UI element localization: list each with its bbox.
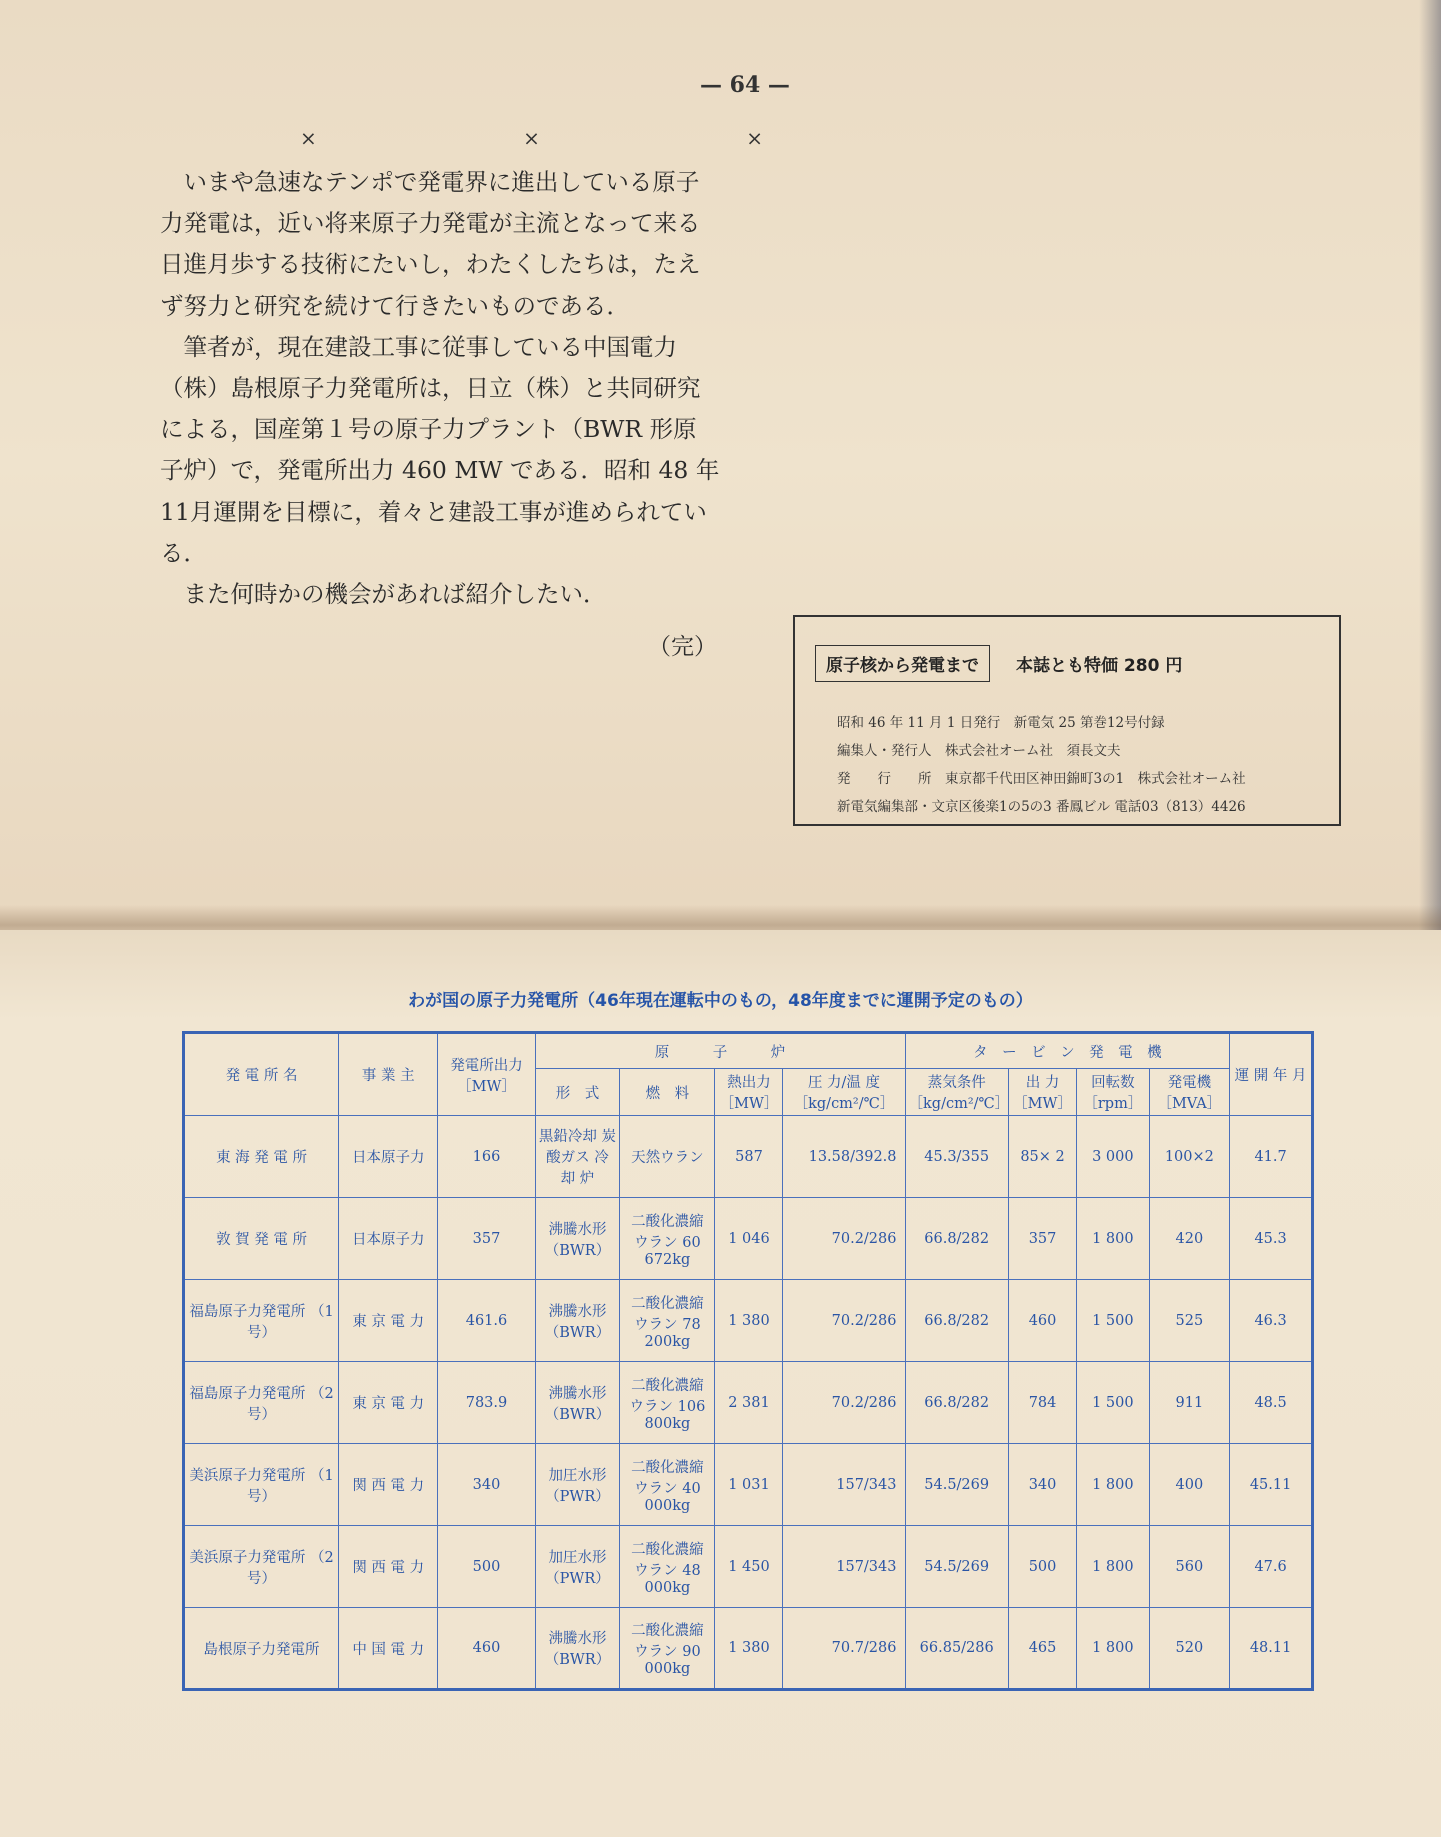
header-pressure-temp: 圧 力/温 度［kg/cm²/℃］ bbox=[783, 1069, 905, 1116]
header-type: 形 式 bbox=[535, 1069, 620, 1116]
cell-gen: 340 bbox=[1008, 1444, 1076, 1526]
header-rpm: 回転数［rpm］ bbox=[1077, 1069, 1149, 1116]
cell-station: 福島原子力発電所 （2号） bbox=[184, 1362, 339, 1444]
header-steam: 蒸気条件［kg/cm²/℃］ bbox=[905, 1069, 1008, 1116]
header-gen-output: 出 力［MW］ bbox=[1008, 1069, 1076, 1116]
cell-start: 48.11 bbox=[1230, 1608, 1313, 1690]
header-fuel: 燃 料 bbox=[620, 1069, 715, 1116]
cell-start: 45.3 bbox=[1230, 1198, 1313, 1280]
cell-pt: 70.2/286 bbox=[783, 1362, 905, 1444]
table-row bbox=[184, 1362, 1313, 1444]
header-turbine-group: タ ー ビ ン 発 電 機 bbox=[905, 1033, 1230, 1069]
cell-station: 福島原子力発電所 （1号） bbox=[184, 1280, 339, 1362]
cell-type: 沸騰水形 （BWR） bbox=[535, 1608, 620, 1690]
cell-output: 500 bbox=[438, 1526, 535, 1608]
cell-station: 美浜原子力発電所 （1号） bbox=[184, 1444, 339, 1526]
cell-fuel: 二酸化濃縮 ウラン 90 000kg bbox=[620, 1608, 715, 1690]
table-row bbox=[184, 1280, 1313, 1362]
page-edge bbox=[1419, 0, 1441, 930]
cell-mva: 560 bbox=[1149, 1526, 1230, 1608]
cell-gen: 784 bbox=[1008, 1362, 1076, 1444]
cell-pt: 70.7/286 bbox=[783, 1608, 905, 1690]
cell-steam: 45.3/355 bbox=[905, 1116, 1008, 1198]
cell-operator: 東 京 電 力 bbox=[339, 1280, 438, 1362]
publication-line: 編集人・発行人 株式会社オーム社 須長文夫 bbox=[837, 743, 1121, 759]
cell-heat: 1 380 bbox=[715, 1280, 783, 1362]
cell-steam: 66.8/282 bbox=[905, 1362, 1008, 1444]
cell-start: 46.3 bbox=[1230, 1280, 1313, 1362]
power-plant-table bbox=[182, 1031, 1314, 1691]
article-paragraph: いまや急速なテンポで発電界に進出している原子力発電は，近い将来原子力発電が主流となって来る日進月歩する技術にたいし，わたくしたちは，たえず努力と研究を続けて行きたいものである． bbox=[160, 168, 701, 320]
cell-gen: 500 bbox=[1008, 1526, 1076, 1608]
cell-operator: 関 西 電 力 bbox=[339, 1526, 438, 1608]
cell-output: 166 bbox=[438, 1116, 535, 1198]
header-operator: 事 業 主 bbox=[339, 1033, 438, 1116]
cell-rpm: 1 500 bbox=[1077, 1280, 1149, 1362]
cell-rpm: 1 500 bbox=[1077, 1362, 1149, 1444]
cell-pt: 70.2/286 bbox=[783, 1280, 905, 1362]
cell-type: 加圧水形 （PWR） bbox=[535, 1526, 620, 1608]
table-row bbox=[184, 1444, 1313, 1526]
header-generator: 発電機［MVA］ bbox=[1149, 1069, 1230, 1116]
header-reactor-group: 原 子 炉 bbox=[535, 1033, 905, 1069]
cell-station: 敦 賀 発 電 所 bbox=[184, 1198, 339, 1280]
cell-output: 340 bbox=[438, 1444, 535, 1526]
cell-rpm: 1 800 bbox=[1077, 1444, 1149, 1526]
cell-type: 黒鉛冷却 炭酸ガス 冷 却 炉 bbox=[535, 1116, 620, 1198]
cell-fuel: 二酸化濃縮 ウラン 106 800kg bbox=[620, 1362, 715, 1444]
cell-output: 357 bbox=[438, 1198, 535, 1280]
publication-title: 原子核から発電まで bbox=[815, 645, 990, 682]
cell-rpm: 1 800 bbox=[1077, 1608, 1149, 1690]
cell-type: 沸騰水形 （BWR） bbox=[535, 1280, 620, 1362]
cell-type: 沸騰水形 （BWR） bbox=[535, 1362, 620, 1444]
cell-mva: 525 bbox=[1149, 1280, 1230, 1362]
cell-mva: 420 bbox=[1149, 1198, 1230, 1280]
cell-fuel: 天然ウラン bbox=[620, 1116, 715, 1198]
publication-line: 新電気編集部・文京区後楽1の5の3 番鳳ビル 電話03（813）4426 bbox=[837, 799, 1246, 815]
cell-pt: 13.58/392.8 bbox=[783, 1116, 905, 1198]
cell-operator: 東 京 電 力 bbox=[339, 1362, 438, 1444]
cell-steam: 66.8/282 bbox=[905, 1198, 1008, 1280]
table-row bbox=[184, 1608, 1313, 1690]
publication-info-box bbox=[793, 615, 1341, 826]
cell-fuel: 二酸化濃縮 ウラン 40 000kg bbox=[620, 1444, 715, 1526]
cell-start: 47.6 bbox=[1230, 1526, 1313, 1608]
table-body bbox=[184, 1116, 1313, 1690]
publication-line: 発 行 所 東京都千代田区神田錦町3の1 株式会社オーム社 bbox=[837, 771, 1246, 787]
cell-station: 島根原子力発電所 bbox=[184, 1608, 339, 1690]
publication-price: 本誌とも特価 280 円 bbox=[1016, 656, 1183, 676]
table-row bbox=[184, 1526, 1313, 1608]
cell-start: 41.7 bbox=[1230, 1116, 1313, 1198]
cell-type: 加圧水形 （PWR） bbox=[535, 1444, 620, 1526]
cell-steam: 54.5/269 bbox=[905, 1444, 1008, 1526]
table-row bbox=[184, 1116, 1313, 1198]
cell-heat: 1 046 bbox=[715, 1198, 783, 1280]
cell-steam: 66.85/286 bbox=[905, 1608, 1008, 1690]
cell-mva: 911 bbox=[1149, 1362, 1230, 1444]
cell-steam: 66.8/282 bbox=[905, 1280, 1008, 1362]
cell-gen: 460 bbox=[1008, 1280, 1076, 1362]
cell-station: 美浜原子力発電所 （2号） bbox=[184, 1526, 339, 1608]
cell-operator: 日本原子力 bbox=[339, 1116, 438, 1198]
cell-mva: 100×2 bbox=[1149, 1116, 1230, 1198]
cell-gen: 357 bbox=[1008, 1198, 1076, 1280]
table-caption: わが国の原子力発電所（46年現在運転中のもの，48年度までに運開予定のもの） bbox=[408, 991, 1033, 1011]
cell-start: 48.5 bbox=[1230, 1362, 1313, 1444]
closing-mark: （完） bbox=[648, 634, 717, 660]
header-start: 運 開 年 月 bbox=[1230, 1033, 1313, 1116]
section-separator: × × × bbox=[300, 126, 863, 150]
cell-station: 東 海 発 電 所 bbox=[184, 1116, 339, 1198]
cell-operator: 日本原子力 bbox=[339, 1198, 438, 1280]
cell-pt: 157/343 bbox=[783, 1444, 905, 1526]
cell-type: 沸騰水形 （BWR） bbox=[535, 1198, 620, 1280]
cell-fuel: 二酸化濃縮 ウラン 78 200kg bbox=[620, 1280, 715, 1362]
article-body bbox=[160, 162, 720, 615]
publication-line: 昭和 46 年 11 月 1 日発行 新電気 25 第巻12号付録 bbox=[837, 715, 1165, 731]
cell-output: 461.6 bbox=[438, 1280, 535, 1362]
table-row bbox=[184, 1198, 1313, 1280]
header-output: 発電所出力［MW］ bbox=[438, 1033, 535, 1116]
article-paragraph: 筆者が，現在建設工事に従事している中国電力（株）島根原子力発電所は，日立（株）と共同研究による，国産第１号の原子力プラント（BWR 形原子炉）で，発電所出力 460 MW である．昭和 48 年11月運開を目標に，着々と建設工事が進められている． bbox=[160, 332, 720, 567]
header-heat-output: 熱出力［MW］ bbox=[715, 1069, 783, 1116]
cell-heat: 1 031 bbox=[715, 1444, 783, 1526]
article-paragraph: また何時かの機会があれば紹介したい． bbox=[183, 580, 607, 609]
cell-rpm: 1 800 bbox=[1077, 1526, 1149, 1608]
cell-heat: 1 380 bbox=[715, 1608, 783, 1690]
cell-heat: 1 450 bbox=[715, 1526, 783, 1608]
cell-heat: 2 381 bbox=[715, 1362, 783, 1444]
page-number: — 64 — bbox=[700, 72, 790, 98]
cell-gen: 85× 2 bbox=[1008, 1116, 1076, 1198]
cell-operator: 中 国 電 力 bbox=[339, 1608, 438, 1690]
cell-gen: 465 bbox=[1008, 1608, 1076, 1690]
cell-output: 783.9 bbox=[438, 1362, 535, 1444]
cell-heat: 587 bbox=[715, 1116, 783, 1198]
cell-steam: 54.5/269 bbox=[905, 1526, 1008, 1608]
cell-fuel: 二酸化濃縮 ウラン 48 000kg bbox=[620, 1526, 715, 1608]
cell-fuel: 二酸化濃縮 ウラン 60 672kg bbox=[620, 1198, 715, 1280]
cell-start: 45.11 bbox=[1230, 1444, 1313, 1526]
cell-mva: 520 bbox=[1149, 1608, 1230, 1690]
cell-rpm: 3 000 bbox=[1077, 1116, 1149, 1198]
cell-output: 460 bbox=[438, 1608, 535, 1690]
cell-pt: 70.2/286 bbox=[783, 1198, 905, 1280]
cell-rpm: 1 800 bbox=[1077, 1198, 1149, 1280]
header-station: 発 電 所 名 bbox=[184, 1033, 339, 1116]
cell-pt: 157/343 bbox=[783, 1526, 905, 1608]
cell-operator: 関 西 電 力 bbox=[339, 1444, 438, 1526]
cell-mva: 400 bbox=[1149, 1444, 1230, 1526]
